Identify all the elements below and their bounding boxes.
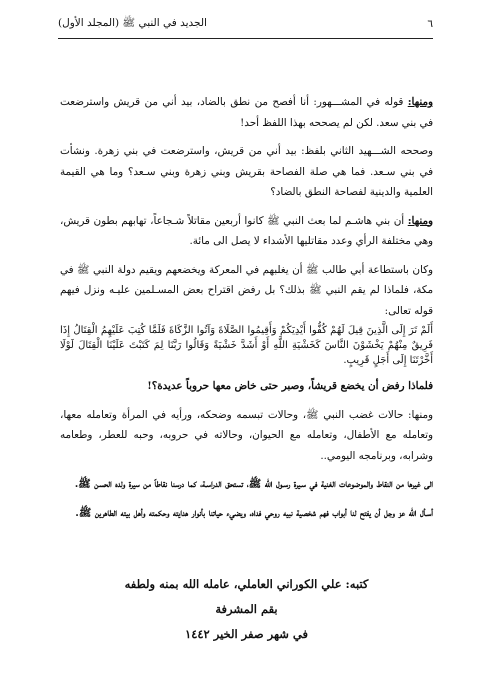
page-number: ٦ [427, 18, 433, 30]
paragraph [60, 211, 433, 252]
header-divider [58, 38, 433, 39]
page-header [58, 16, 433, 32]
author-signature [60, 572, 433, 647]
paragraph-text: أن بني هاشـم لما بعث النبي ﷺ كانوا أربعين مقاتلاً شـجاعاً، تهابهم بطون قريش، وهي مختلفة الرأي وعدد مقاتليها الأشداء لا يصل الى مائة. [60, 214, 433, 247]
paragraph-lead: ومنها: [407, 96, 433, 108]
paragraph-text: الى غيرها من النقاط والموضوعات الغنية في سـيرة رسـول الله ﷺ، تستحق الدراسـة، كما درسنا نقاطاً من سيرة ولده الحسن ﷺ. [74, 478, 433, 490]
signature-line: في شهر صفر الخير ١٤٤٢ [185, 627, 308, 641]
paragraph-text: قوله في المشـــهور: أنا أفصح من نطق بالضاد، بيد أني من قريش واسترضعت في بني سعد. لكن لم يصححه بهذا اللفظ أحد! [60, 96, 433, 129]
paragraph [60, 474, 433, 495]
running-title: الجديد في النبي ﷺ (المجلد الأول) [58, 16, 207, 29]
paragraph-text: فلماذا رفض أن يخضع قريشاً، وصبر حتى خاض معها حروباً عديدة؟! [147, 380, 433, 392]
paragraph [60, 92, 433, 133]
paragraph-text: ومنها: حالات غضب النبي ﷺ، وحالات تبسمه وضحكه، ورأيه في المرأة وتعامله معها، وتعامله مع الأطفال، وتعامله مع الحيوان، وحالاته في حروبه، وحبه للعطر، وطعامه وشرابه، وبرنامجه اليومي.. [60, 408, 433, 462]
paragraph-text: وكان باستطاعة أبي طالب ﷺ أن يغلبهم في المعركة ويخضعهم ويقيم دولة النبي ﷺ في مكة، فلماذا لم يقم النبي ﷺ بذلك؟ بل رفض اقتراح بعض المسـلمين عليـه ونزل فيهم قوله تعالى: [60, 263, 433, 317]
quran-verse [60, 323, 433, 368]
paragraph [60, 405, 433, 467]
paragraph [60, 141, 433, 203]
paragraph-text: وصححه الشـــهيد الثاني بلفظ: بيد أني من قريش، واسترضعت في بني زهرة. ونشأت في بني سـعد. فما هي صلة الفصاحة بقريش وبني زهرة وبني سـعد؟ وما هي القيمة العلمية والدينية لفصاحة النطق بالضاد؟ [60, 145, 433, 198]
quran-text: أَلَمْ تَرَ إِلَى الَّذِينَ قِيلَ لَهُمْ كُفُّوا أَيْدِيَكُمْ وَأَقِيمُوا الصَّلَاةَ وَآتُوا الزَّكَاةَ فَلَمَّا كُتِبَ عَلَيْهِمُ الْقِتَالُ إِذَا فَرِيقٌ مِنْهُمْ يَخْشَوْنَ النَّاسَ كَخَشْيَةِ اللَّهِ أَوْ أَشَدَّ خَشْيَةً وَقَالُوا رَبَّنَا لِمَ كَتَبْتَ عَلَيْنَا الْقِتَالَ لَوْلَا أَخَّرْتَنَا إِلَى أَجَلٍ قَرِيبٍ. [60, 325, 433, 366]
paragraph-lead: ومنها: [407, 214, 433, 227]
signature-line: بقم المشرفة [215, 602, 278, 616]
paragraph-text: أسـأل الله عز وجل أن يفتح لنا أبواب فهم شخصية نبيه روحي فداه، ويضيء حياتنا بأنوار هدايته وحكمته وأهل بيته الطاهرين ﷺ. [75, 506, 433, 519]
signature-line: كتبه: علي الكوراني العاملي، عامله الله بمنه ولطفه [124, 577, 369, 591]
paragraph [60, 503, 433, 524]
paragraph [60, 376, 433, 397]
body-text [60, 92, 433, 531]
paragraph [60, 260, 433, 322]
